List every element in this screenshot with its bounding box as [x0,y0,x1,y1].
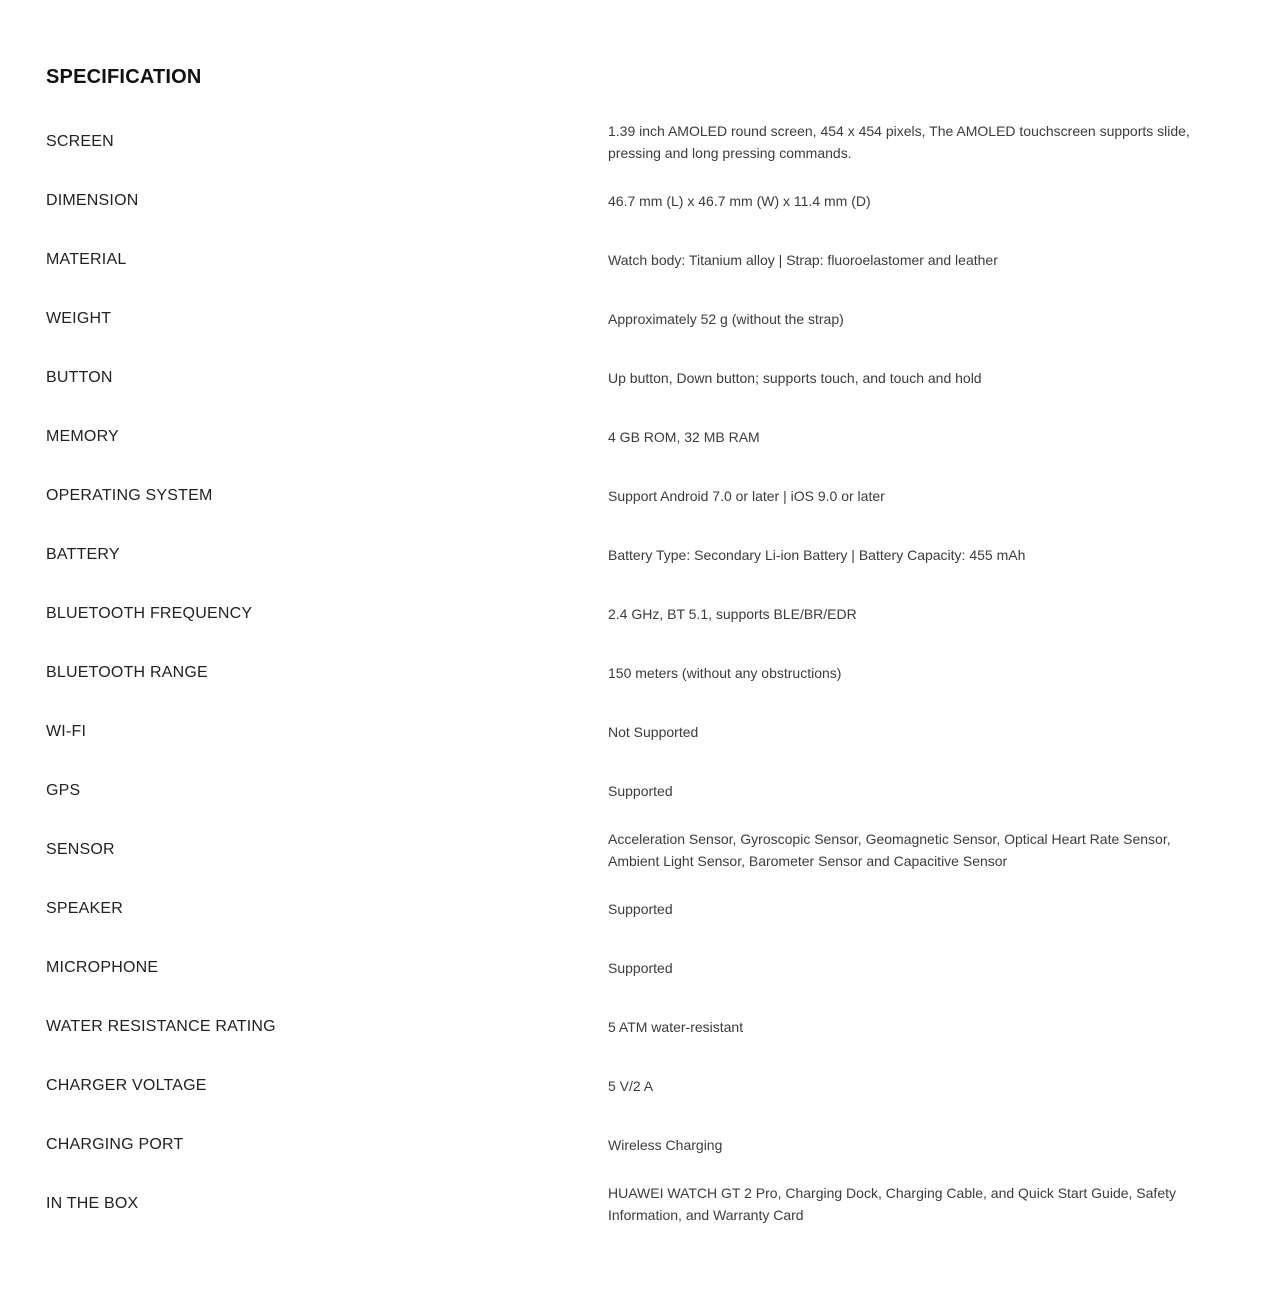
spec-label: WEIGHT [46,309,112,327]
spec-value: Supported [608,782,673,799]
spec-row [46,289,1246,348]
spec-row [46,702,1246,761]
page-title: SPECIFICATION [46,66,202,88]
spec-row [46,525,1246,584]
spec-row [46,938,1246,997]
spec-row [46,879,1246,938]
spec-value: Supported [608,900,673,917]
spec-list [46,112,1246,1233]
spec-value: 2.4 GHz, BT 5.1, supports BLE/BR/EDR [608,605,857,622]
spec-value: Support Android 7.0 or later | iOS 9.0 or later [608,487,885,504]
spec-row [46,643,1246,702]
spec-row [46,466,1246,525]
spec-row [46,112,1246,171]
spec-row [46,171,1246,230]
spec-label: DIMENSION [46,191,139,209]
spec-row [46,761,1246,820]
spec-row [46,820,1246,879]
spec-label: GPS [46,781,81,799]
spec-label: WI-FI [46,722,87,740]
spec-value: Acceleration Sensor, Gyroscopic Sensor, Geomagnetic Sensor, Optical Heart Rate Sensor, Ambient Light Sensor, Barometer Sensor and Capacitive Sensor [608,830,1171,869]
spec-label: CHARGER VOLTAGE [46,1076,207,1094]
spec-label: SPEAKER [46,899,123,917]
spec-value: Not Supported [608,723,699,740]
spec-value: 1.39 inch AMOLED round screen, 454 x 454 pixels, The AMOLED touchscreen supports slide, pressing and long pressing commands. [608,122,1190,161]
spec-value: Supported [608,959,673,976]
spec-row [46,584,1246,643]
spec-value: Wireless Charging [608,1136,723,1153]
spec-label: IN THE BOX [46,1194,139,1212]
spec-value: 150 meters (without any obstructions) [608,664,842,681]
spec-label: BLUETOOTH FREQUENCY [46,604,253,622]
spec-value: Watch body: Titanium alloy | Strap: fluoroelastomer and leather [608,251,998,268]
spec-value: 5 V/2 A [608,1077,654,1094]
spec-row [46,1056,1246,1115]
spec-value: 4 GB ROM, 32 MB RAM [608,428,760,445]
spec-label: SENSOR [46,840,115,858]
spec-row [46,407,1246,466]
spec-label: BUTTON [46,368,113,386]
spec-row [46,1115,1246,1174]
spec-value: 46.7 mm (L) x 46.7 mm (W) x 11.4 mm (D) [608,192,871,209]
spec-label: BLUETOOTH RANGE [46,663,208,681]
spec-row [46,1174,1246,1233]
spec-value: Approximately 52 g (without the strap) [608,310,844,327]
spec-value: Up button, Down button; supports touch, and touch and hold [608,369,982,386]
spec-row [46,348,1246,407]
spec-label: MATERIAL [46,250,127,268]
spec-value: Battery Type: Secondary Li-ion Battery | Battery Capacity: 455 mAh [608,546,1026,563]
spec-label: WATER RESISTANCE RATING [46,1017,276,1035]
spec-label: MICROPHONE [46,958,159,976]
spec-value: 5 ATM water-resistant [608,1018,744,1035]
spec-value: HUAWEI WATCH GT 2 Pro, Charging Dock, Charging Cable, and Quick Start Guide, Safety Information, and Warranty Card [608,1184,1176,1223]
spec-row [46,230,1246,289]
spec-label: CHARGING PORT [46,1135,184,1153]
spec-label: OPERATING SYSTEM [46,486,213,504]
spec-label: MEMORY [46,427,119,445]
spec-label: BATTERY [46,545,120,563]
spec-row [46,997,1246,1056]
spec-label: SCREEN [46,132,114,150]
